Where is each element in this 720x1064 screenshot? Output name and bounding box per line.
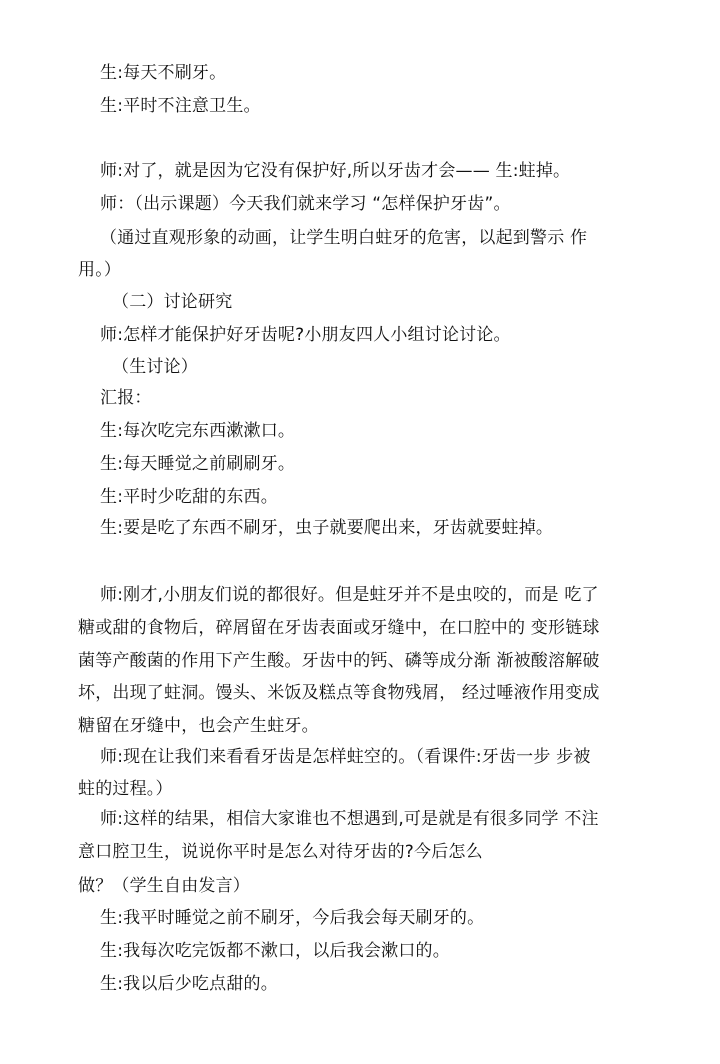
text-line: 生:平时少吃甜的东西。 — [100, 487, 278, 507]
text-line: 师:对了，就是因为它没有保护好,所以牙齿才会—— 生:蛀掉。 — [100, 161, 571, 181]
text-line: （通过直观形象的动画，让学生明白蛀牙的危害，以起到警示 作 — [100, 228, 588, 248]
text-line: 生:每天不刷牙。 — [100, 63, 227, 83]
text-line: 生:平时不注意卫生。 — [100, 96, 261, 116]
text-line: 汇报： — [100, 388, 152, 408]
text-line: 师:现在让我们来看看牙齿是怎样蛀空的。（看课件:牙齿一步 步被 — [100, 747, 591, 767]
text-line: 师:刚才,小朋友们说的都很好。但是蛀牙并不是虫咬的，而是 吃了 — [100, 585, 599, 605]
text-line: 蛀的过程。） — [78, 779, 173, 799]
section-heading: （二）讨论研究 — [112, 292, 233, 312]
text-line: 生:要是吃了东西不刷牙，虫子就要爬出来，牙齿就要蛀掉。 — [100, 518, 554, 538]
text-line: 师:怎样才能保护好牙齿呢?小朋友四人小组讨论讨论。 — [100, 325, 511, 345]
text-line: 糖留在牙缝中，也会产生蛀牙。 — [78, 716, 319, 736]
text-line: 师:这样的结果，相信大家谁也不想遇到,可是就是有很多同学 不注 — [100, 809, 599, 829]
text-line: 师：（出示课题）今天我们就来学习 “怎样保护牙齿”。 — [100, 194, 511, 214]
text-line: 生:每次吃完东西漱漱口。 — [100, 421, 296, 441]
text-line: 菌等产酸菌的作用下产生酸。牙齿中的钙、磷等成分渐 渐被酸溶解破 — [78, 651, 600, 671]
text-line: 糖或甜的食物后，碎屑留在牙齿表面或牙缝中，在口腔中的 变形链球 — [78, 618, 600, 638]
text-line: 生:每天睡觉之前刷刷牙。 — [100, 454, 296, 474]
text-line: 生:我平时睡觉之前不刷牙，今后我会每天刷牙的。 — [100, 908, 485, 928]
text-line: （生讨论） — [112, 357, 198, 377]
text-line: 坏，出现了蛀洞。馒头、米饭及糕点等食物残屑， 经过唾液作用变成 — [78, 683, 600, 703]
text-line: 生:我以后少吃点甜的。 — [100, 974, 278, 994]
text-line: 意口腔卫生，说说你平时是怎么对待牙齿的?今后怎么 — [78, 842, 483, 862]
text-line: 生:我每次吃完饭都不漱口，以后我会漱口的。 — [100, 941, 450, 961]
text-line: 做？（学生自由发言） — [78, 876, 250, 896]
text-line: 用。） — [78, 260, 122, 280]
